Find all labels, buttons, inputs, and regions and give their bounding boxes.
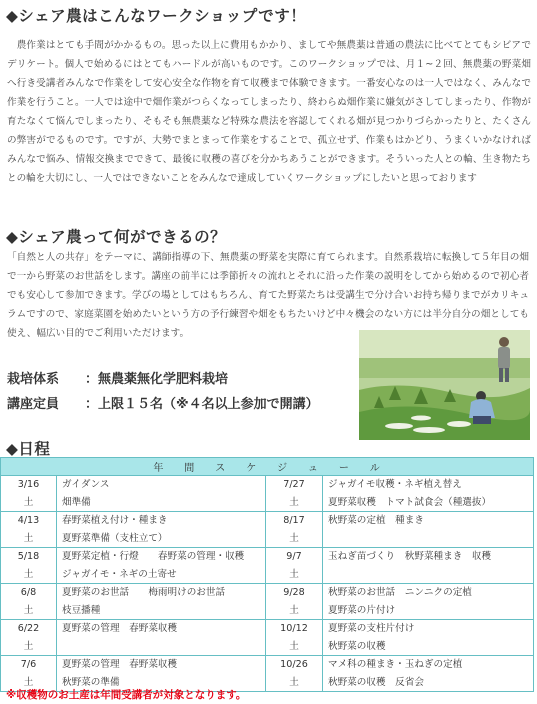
capacity-value: ：上限１５名（※４名以上参加で開講）	[85, 397, 319, 412]
section-heading-features: ◆シェア農って何ができるの？	[6, 228, 227, 246]
schedule-weekday: 土	[1, 494, 57, 512]
schedule-date: 6/22	[1, 620, 57, 638]
schedule-event: 夏野菜の支柱片付け	[323, 620, 534, 638]
schedule-row	[1, 548, 534, 566]
schedule-event: 畑準備	[57, 494, 266, 512]
schedule-date: 7/27	[266, 476, 323, 494]
schedule-row-cont	[1, 566, 534, 584]
intro-paragraph: 農作業はとても手間がかかるもの。思った以上に費用もかかり、ましてや無農薬は普通の農法に比べてとてもシビアでデリケート。個人で始めるにはとてもハードルが高いものです。このワークショップでは、月１~２回、無農薬の野菜畑へ行き受講者みんなで作業をして安心安全な作物を育て収穫まで体験できます。一番安心なのは一人ではなく、みんなで作業を行うこと。一人では途中で畑作業がつらくなってしまったり、終わらぬ畑作業に嫌気がさしてしまったり、作物が育たなくて悩んでしまったり、そもそも無農薬など特殊な農法を容認してくれる畑が見つかりづらかったりと、たくさんの弊害がでるものです。ですが、大勢でまとまって作業をすることで、孤立せず、作業もはかどり、うまくいかなければみんなで悩み、情報交換までできて、最後に収穫の喜びを分かちあうことができます。そういった人との輪、生き物たちとの輪を大切にし、一人ではできないことをみんなで達成していくワークショップにしたいと思っております	[7, 40, 531, 184]
schedule-weekday: 土	[266, 602, 323, 620]
farm-photo	[359, 330, 530, 440]
schedule-event: 秋野菜の収穫 反省会	[323, 674, 534, 692]
schedule-row	[1, 656, 534, 674]
schedule-event: 夏野菜定植・行燈 春野菜の管理・収穫	[57, 548, 266, 566]
schedule-event: 夏野菜収穫 トマト試食会（種選抜）	[323, 494, 534, 512]
schedule-weekday: 土	[1, 530, 57, 548]
schedule-date: 4/13	[1, 512, 57, 530]
schedule-row	[1, 620, 534, 638]
schedule-weekday: 土	[266, 674, 323, 692]
schedule-row-cont	[1, 494, 534, 512]
schedule-weekday: 土	[266, 566, 323, 584]
schedule-row-cont	[1, 530, 534, 548]
schedule-weekday: 土	[266, 638, 323, 656]
cultivation-method-row	[7, 368, 228, 387]
capacity-label: 講座定員	[7, 397, 60, 412]
schedule-event: 秋野菜の収穫	[323, 638, 534, 656]
schedule-weekday: 土	[1, 674, 57, 692]
schedule-weekday: 土	[1, 566, 57, 584]
schedule-event: マメ科の種まき・玉ねぎの定植	[323, 656, 534, 674]
schedule-event: ジャガイモ収穫・ネギ植え替え	[323, 476, 534, 494]
cultivation-method-label: 栽培体系	[7, 372, 60, 387]
schedule-weekday: 土	[266, 530, 323, 548]
schedule-body	[1, 476, 534, 692]
schedule-date: 10/12	[266, 620, 323, 638]
schedule-date: 8/17	[266, 512, 323, 530]
schedule-weekday: 土	[1, 638, 57, 656]
schedule-event: 夏野菜の管理 春野菜収穫	[57, 620, 266, 638]
schedule-weekday: 土	[1, 602, 57, 620]
schedule-event: 玉ねぎ苗づくり 秋野菜種まき 収穫	[323, 548, 534, 566]
cultivation-method-value: ：無農薬無化学肥料栽培	[85, 372, 229, 387]
schedule-date: 6/8	[1, 584, 57, 602]
schedule-weekday: 土	[266, 494, 323, 512]
schedule-event: 夏野菜の管理 春野菜収穫	[57, 656, 266, 674]
section-heading-schedule: ◆日程	[6, 440, 51, 458]
schedule-event: 夏野菜のお世話 梅雨明けのお世話	[57, 584, 266, 602]
capacity-row	[7, 393, 319, 412]
schedule-date: 7/6	[1, 656, 57, 674]
schedule-event: 秋野菜の準備	[57, 674, 266, 692]
schedule-row-cont	[1, 602, 534, 620]
schedule-event: 夏野菜準備（支柱立て）	[57, 530, 266, 548]
schedule-event	[323, 530, 534, 548]
schedule-date: 9/7	[266, 548, 323, 566]
schedule-row	[1, 476, 534, 494]
schedule-event: 夏野菜の片付け	[323, 602, 534, 620]
section-heading-about: ◆シェア農はこんなワークショップです！	[6, 7, 307, 25]
schedule-date: 3/16	[1, 476, 57, 494]
schedule-event: 枝豆播種	[57, 602, 266, 620]
schedule-event: 春野菜植え付け・種まき	[57, 512, 266, 530]
schedule-date: 10/26	[266, 656, 323, 674]
schedule-date: 9/28	[266, 584, 323, 602]
schedule-event	[323, 566, 534, 584]
souvenir-note: ※収穫物のお土産は年間受講者が対象となります。	[6, 689, 247, 701]
schedule-event: 秋野菜の定植 種まき	[323, 512, 534, 530]
schedule-event	[57, 638, 266, 656]
features-paragraph: 「自然と人の共存」をテーマに、講師指導の下、無農薬の野菜を実際に育てられます。自然系栽培に転換して５年目の畑で一から野菜のお世話をします。講座の前半には季節折々の流れとそれに沿った作業の説明をしてから始めるので初心者でも安心して参加できます。学びの場としてはもちろん、育てた野菜たちは受講生で分け合いお持ち帰りまでがカリキュラムですので、家庭菜園を始めたいという方の予行練習や畑をもちたいけど中々機会のない方には半分自分の畑としても使え、幅広い目的でご利用いただけます。	[7, 252, 529, 339]
farm-photo-illustration	[359, 330, 530, 440]
schedule-event: ガイダンス	[57, 476, 266, 494]
schedule-row	[1, 584, 534, 602]
schedule-row	[1, 512, 534, 530]
schedule-row-cont	[1, 638, 534, 656]
schedule-date: 5/18	[1, 548, 57, 566]
schedule-event: 秋野菜のお世話 ニンニクの定植	[323, 584, 534, 602]
schedule-table	[0, 457, 534, 692]
schedule-event: ジャガイモ・ネギの土寄せ	[57, 566, 266, 584]
schedule-title: 年間スケジュール	[1, 458, 534, 476]
